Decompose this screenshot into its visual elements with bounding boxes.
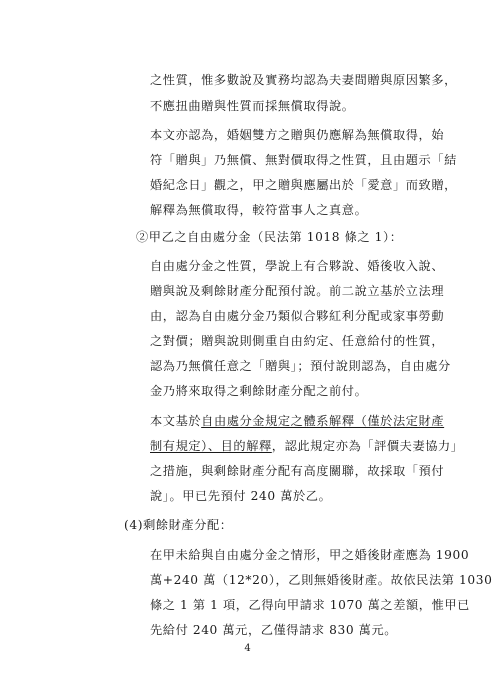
text-span: 本文基於 — [150, 414, 202, 428]
underlined-text: 自由處分金規定之體系解釋（僅於法定財產 — [201, 414, 445, 428]
text-span: ，認此規定亦為「評價夫妻協力」 — [271, 439, 464, 453]
text-line — [150, 488, 331, 504]
text-line: 自由處分金之性質，學說上有合夥說、婚後收入說、 — [150, 259, 445, 273]
text-line: 之對價；贈與說則側重自由約定、任意給付的性質， — [150, 334, 445, 348]
text-line: 贈與說及剩餘財產分配預付說。前二說立基於立法理 — [150, 284, 445, 298]
text-line: 解釋為無償取得，較符當事人之真意。 — [150, 203, 368, 217]
section-heading: ②甲乙之自由處分金（民法第 1018 條之 1）： — [136, 230, 403, 244]
text-line: 萬+240 萬（12*20），乙則無婚後財產。故依民法第 1030 — [150, 573, 493, 587]
text-line: 金乃將來取得之剩餘財產分配之前付。 — [150, 384, 368, 398]
text-line: 由，認為自由處分金乃類似合夥紅利分配或家事勞動 — [150, 309, 445, 323]
text-line: 本文亦認為，婚姻雙方之贈與仍應解為無償取得，始 — [150, 128, 445, 142]
text-line: 在甲未給與自由處分金之情形，甲之婚後財產應為 1900 — [150, 548, 470, 562]
text-line — [150, 463, 444, 479]
text-line: 符「贈與」乃無償、無對價取得之性質，且由題示「結 — [150, 153, 457, 167]
text-line: 條之 1 第 1 項，乙得向甲請求 1070 萬之差額，惟甲已 — [150, 598, 470, 612]
text-line: 先給付 240 萬元，乙僅得請求 830 萬元。 — [150, 623, 398, 637]
underlined-text: 制有規定）、目的解釋 — [150, 439, 272, 453]
text-span: 之措施，與剩餘財產分配有高度關聯，故採取「預付 — [150, 464, 445, 478]
text-line — [150, 413, 444, 429]
text-line: 認為乃無償任意之「贈與」；預付說則認為，自由處分 — [150, 359, 451, 373]
page-number: 4 — [244, 643, 251, 654]
text-line: 不應扭曲贈與性質而採無償取得說。 — [150, 99, 355, 113]
text-line — [150, 438, 464, 454]
section-heading: (4)剩餘財產分配： — [124, 518, 233, 532]
text-line: 之性質，惟多數說及實務均認為夫妻間贈與原因繁多， — [150, 73, 457, 87]
text-line: 婚紀念日」觀之，甲之贈與應屬出於「愛意」而致贈， — [150, 178, 457, 192]
text-span: 說」。甲已先預付 240 萬於乙。 — [150, 489, 332, 503]
